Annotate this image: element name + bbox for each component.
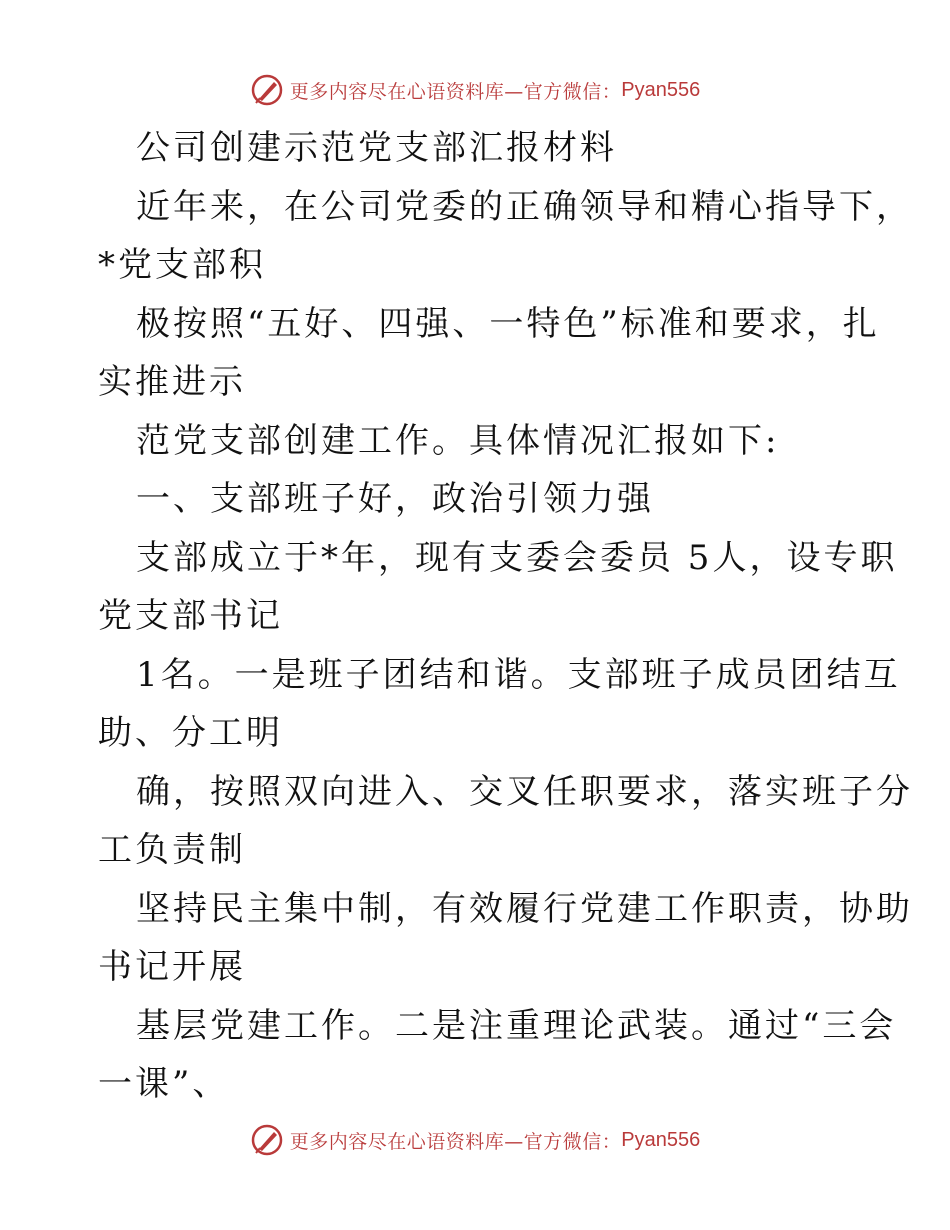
header-watermark bbox=[0, 70, 950, 110]
paragraph-line: 助、分工明 bbox=[98, 713, 283, 753]
paragraph-line: 工负责制 bbox=[98, 830, 246, 870]
quill-pen-icon bbox=[250, 73, 284, 107]
paragraph-line: 实推进示 bbox=[98, 362, 246, 402]
wechat-id: Pyan556 bbox=[621, 78, 701, 101]
paragraph-line: 书记开展 bbox=[98, 947, 246, 987]
paragraph-line: 确，按照双向进入、交叉任职要求，落实班子分 bbox=[136, 772, 913, 812]
document-title: 公司创建示范党支部汇报材料 bbox=[136, 128, 617, 168]
paragraph-line: 范党支部创建工作。具体情况汇报如下: bbox=[136, 421, 780, 461]
wechat-id: Pyan556 bbox=[621, 1128, 701, 1151]
footer-watermark bbox=[0, 1120, 950, 1160]
paragraph-line: 1名。一是班子团结和谐。支部班子成员团结互 bbox=[136, 655, 901, 695]
paragraph-line: 一课”、 bbox=[98, 1064, 230, 1104]
watermark-text: 更多内容尽在心语资料库—官方微信： bbox=[289, 1130, 622, 1153]
quill-pen-icon bbox=[250, 1123, 284, 1157]
watermark-text: 更多内容尽在心语资料库—官方微信： bbox=[289, 80, 622, 103]
paragraph-line: 党支部书记 bbox=[98, 596, 283, 636]
paragraph-line: 极按照“五好、四强、一特色”标准和要求，扎 bbox=[136, 304, 880, 344]
paragraph-line: 近年来，在公司党委的正确领导和精心指导下， bbox=[136, 187, 913, 227]
section-heading: 一、支部班子好，政治引领力强 bbox=[136, 479, 654, 519]
paragraph-line: *党支部积 bbox=[98, 245, 266, 285]
paragraph-line: 坚持民主集中制，有效履行党建工作职责，协助 bbox=[136, 889, 913, 929]
paragraph-line: 支部成立于*年，现有支委会委员 5人，设专职 bbox=[136, 538, 898, 578]
paragraph-line: 基层党建工作。二是注重理论武装。通过“三会 bbox=[136, 1006, 897, 1046]
